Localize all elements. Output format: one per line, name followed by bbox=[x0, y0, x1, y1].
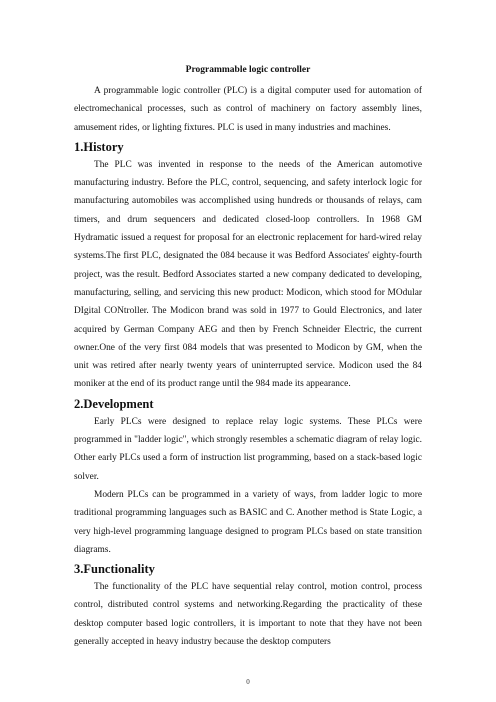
document-body bbox=[74, 64, 422, 651]
development-paragraph-2: Modern PLCs can be programmed in a variety of ways, from ladder logic to more traditional programming languages such as BASIC and C. Another method is State Logic, a very high-level programming language designed to program PLCs based on state transition diagrams. bbox=[74, 489, 422, 555]
development-paragraph-1: Early PLCs were designed to replace relay logic systems. These PLCs were programmed in "ladder logic", which strongly resembles a schematic diagram of relay logic. Other early PLCs used a form of instruction list programming, based on a stack-based logic solver. bbox=[74, 416, 422, 482]
intro-paragraph: A programmable logic controller (PLC) is a digital computer used for automation of electromechanical processes, such as control of machinery on factory assembly lines, amusement rides, or lighting fixtures. PLC is used in many industries and machines. bbox=[74, 86, 422, 133]
section-heading-history: 1.History bbox=[74, 139, 124, 154]
section-heading-development: 2.Development bbox=[74, 396, 154, 411]
functionality-paragraph: The functionality of the PLC have sequential relay control, motion control, process control, distributed control systems and networking.Regarding the practicality of these desktop computer based logic controllers, it is important to note that they have not been generally accepted in heavy industry because the desktop computers bbox=[74, 582, 422, 648]
section-heading-functionality: 3.Functionality bbox=[74, 562, 155, 577]
history-paragraph: The PLC was invented in response to the needs of the American automotive manufacturing industry. Before the PLC, control, sequencing, and safety interlock logic for manufacturing automobiles was accomplished using hundreds or thousands of relays, cam timers, and drum sequencers and dedicated closed-loop controllers. In 1968 GM Hydramatic issued a request for proposal for an electronic replacement for hard-wired relay systems.The first PLC, designated the 084 because it was Bedford Associates' eighty-fourth project, was the result. Bedford Associates started a new company dedicated to developing, manufacturing, selling, and servicing this new product: Modicon, which stood for MOdular DIgital CONtroller. The Modicon brand was sold in 1977 to Gould Electronics, and later acquired by German Company AEG and then by French Schneider Electric, the current owner.One of the very first 084 models that was presented to Modicon by GM, when the unit was retired after nearly twenty years of uninterrupted service. Modicon used the 84 moniker at the end of its product range until the 984 made its appearance. bbox=[74, 159, 422, 390]
page-number: 0 bbox=[246, 678, 250, 686]
page-title: Programmable logic controller bbox=[185, 65, 311, 75]
